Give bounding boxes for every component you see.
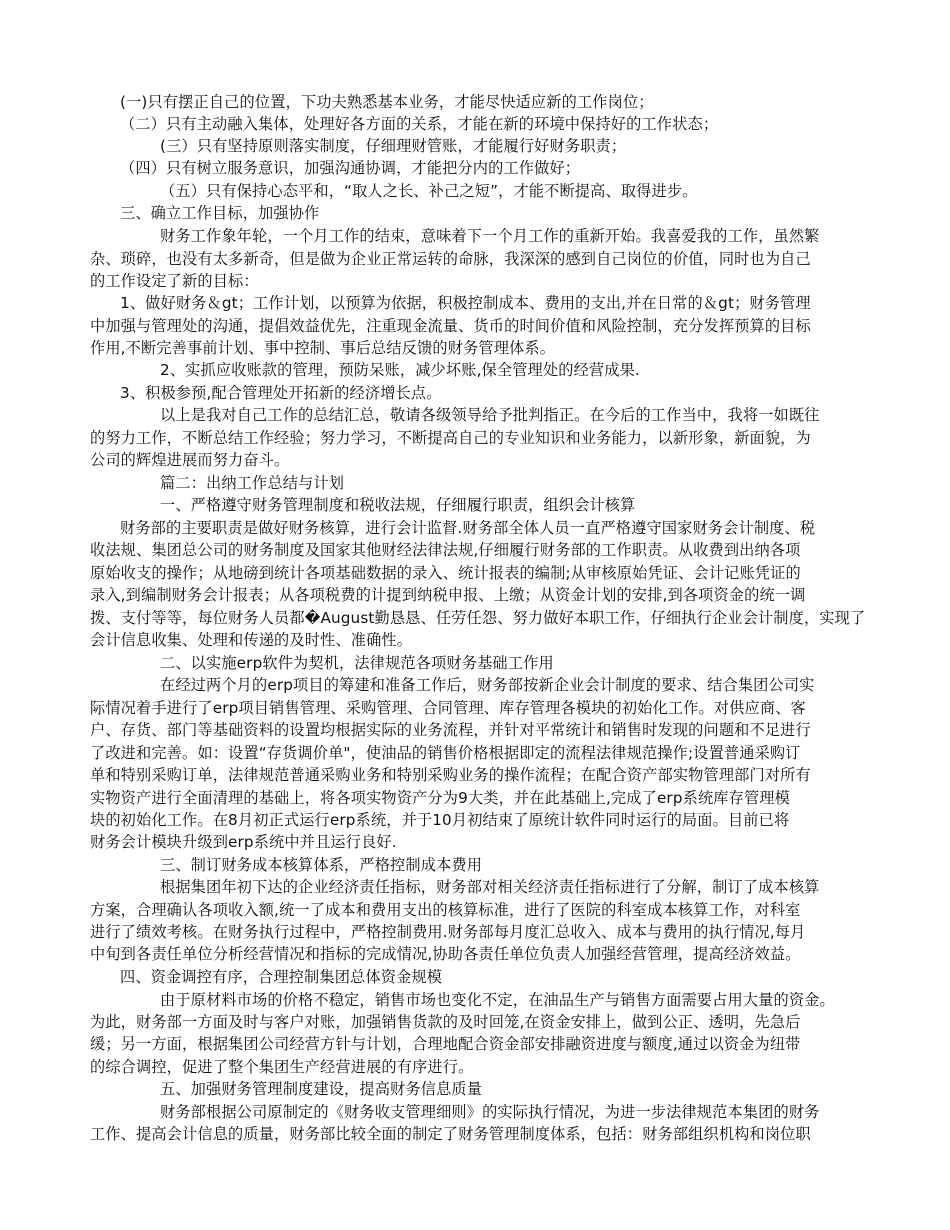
text-line: 由于原材料市场的价格不稳定，销售市场也变化不定，在油品生产与销售方面需要占用大量的资金。	[160, 991, 835, 1009]
text-line: 财务会计模块升级到erp系统中并且运行良好.	[90, 833, 397, 851]
text-line: 为此，财务部一方面及时与客户对账，加强销售货款的及时回笼,在资金安排上，做到公正、透明，先急后	[90, 1013, 801, 1031]
text-line: 际情况着手进行了erp项目销售管理、采购管理、合同管理、库存管理各模块的初始化工作。对供应商、客	[90, 699, 806, 717]
text-line: （二）只有主动融入集体，处理好各方面的关系，才能在新的环境中保持好的工作状态；	[120, 115, 719, 133]
text-line: 原始收支的操作；从地磅到统计各项基础数据的录入、统计报表的编制;从审核原始凭证、会计记账凭证的	[90, 564, 801, 582]
text-line: 进行了绩效考核。在财务执行过程中，严格控制费用.财务部每月度汇总收入、成本与费用的执行情况,每月	[90, 923, 806, 941]
text-line: 单和特别采购订单，法律规范普通采购业务和特别采购业务的操作流程；在配合资产部实物管理部门对所有	[90, 766, 811, 784]
text-line: 1、做好财务＆gt；工作计划，以预算为依据，积极控制成本、费用的支出,并在日常的＆gt；财务管理	[120, 294, 811, 312]
section-heading: 四、资金调控有序，合理控制集团总体资金规模	[120, 968, 443, 986]
text-line: 户、存货、部门等基础资料的设置均根据实际的业务流程，并针对平常统计和销售时发现的问题和不足进行	[90, 721, 811, 739]
text-line: 拨、支付等等，每位财务人员都�August勤恳恳、任劳任怨、努力做好本职工作，仔细执行企业会计制度，实现了	[90, 609, 866, 627]
section-heading: 五、加强财务管理制度建设，提高财务信息质量	[160, 1080, 483, 1098]
text-line: 的努力工作，不断总结工作经验；努力学习，不断提高自己的专业知识和业务能力，以新形象，新面貌，为	[90, 429, 811, 447]
section-heading: 二、以实施erp软件为契机，法律规范各项财务基础工作用	[160, 654, 554, 672]
text-line: 收法规、集团总公司的财务制度及国家其他财经法律法规,仔细履行财务部的工作职责。从收费到出纳各项	[90, 541, 801, 559]
text-line: 的工作设定了新的目标：	[90, 272, 259, 290]
text-line: 录入,到编制财务会计报表；从各项税费的计提到纳税申报、上缴；从资金计划的安排,到各项资金的统一调	[90, 586, 806, 604]
text-line: 杂、琐碎，也没有太多新奇，但是做为企业正常运转的命脉，我深深的感到自己岗位的价值，同时也为自己	[90, 250, 811, 268]
text-line: 会计信息收集、处理和传递的及时性、准确性。	[90, 631, 413, 649]
text-line: 缓；另一方面，根据集团公司经营方针与计划，合理地配合资金部安排融资进度与额度,通过以资金为纽带	[90, 1035, 801, 1053]
text-line: （四）只有树立服务意识，加强沟通协调，才能把分内的工作做好；	[120, 159, 581, 177]
text-line: （五）只有保持心态平和，“取人之长、补己之短”，才能不断提高、取得进步。	[160, 182, 698, 200]
text-line: 方案，合理确认各项收入额,统一了成本和费用支出的核算标准，进行了医院的科室成本核算工作，对科室	[90, 901, 801, 919]
text-line: 中旬到各责任单位分析经营情况和指标的完成情况,协助各责任单位负责人加强经营管理，提高经济效益。	[90, 945, 801, 963]
text-line: 2、实抓应收账款的管理，预防呆账，减少坏账,保全管理处的经营成果.	[160, 361, 640, 379]
text-line: 公司的辉煌进展而努力奋斗。	[90, 451, 290, 469]
text-line: 实物资产进行全面清理的基础上，将各项实物资产分为9大类，并在此基础上,完成了erp系统库存管理模	[90, 789, 790, 807]
text-line: 了改进和完善。如：设置“存货调价单"，使油品的销售价格根据即定的流程法律规范操作;设置普通采购订	[90, 744, 801, 762]
text-line: 块的初始化工作。在8月初正式运行erp系统，并于10月初结束了原统计软件同时运行的局面。目前已将	[90, 811, 790, 829]
section-heading: 三、制订财务成本核算体系，严格控制成本费用	[160, 856, 483, 874]
text-line: 财务工作象年轮，一个月工作的结束，意味着下一个月工作的重新开始。我喜爱我的工作，虽然繁	[160, 227, 820, 245]
text-line: 作用,不断完善事前计划、事中控制、事后总结反馈的财务管理体系。	[90, 339, 556, 357]
section-heading: 一、严格遵守财务管理制度和税收法规，仔细履行职责，组织会计核算	[160, 496, 636, 514]
text-line: 以上是我对自己工作的总结汇总，敬请各级领导给予批判指正。在今后的工作当中，我将一如既往	[160, 406, 820, 424]
text-line: 财务部根据公司原制定的《财务收支管理细则》的实际执行情况，为进一步法律规范本集团的财务	[160, 1103, 820, 1121]
text-line: 在经过两个月的erp项目的筹建和准备工作后，财务部按新企业会计制度的要求、结合集团公司实	[160, 676, 815, 694]
text-line: 财务部的主要职责是做好财务核算，进行会计监督.财务部全体人员一直严格遵守国家财务会计制度、税	[120, 519, 816, 537]
section-heading: 三、确立工作目标，加强协作	[120, 204, 320, 222]
section-heading: 篇二：出纳工作总结与计划	[160, 474, 345, 492]
text-line: (三）只有坚持原则落实制度，仔细理财管账，才能履行好财务职责；	[160, 137, 627, 155]
text-line: 中加强与管理处的沟通，提倡效益优先，注重现金流量、货币的时间价值和风险控制，充分发挥预算的目标	[90, 317, 811, 335]
text-line: 3、积极参预,配合管理处开拓新的经济增长点。	[120, 384, 442, 402]
text-line: 根据集团年初下达的企业经济责任指标，财务部对相关经济责任指标进行了分解，制订了成本核算	[160, 878, 820, 896]
text-line: 工作、提高会计信息的质量，财务部比较全面的制定了财务管理制度体系，包括：财务部组织机构和岗位职	[90, 1125, 811, 1143]
text-line: (一)只有摆正自己的位置，下功夫熟悉基本业务，才能尽快适应新的工作岗位；	[120, 93, 654, 111]
text-line: 的综合调控，促进了整个集团生产经营进展的有序进行。	[90, 1058, 474, 1076]
